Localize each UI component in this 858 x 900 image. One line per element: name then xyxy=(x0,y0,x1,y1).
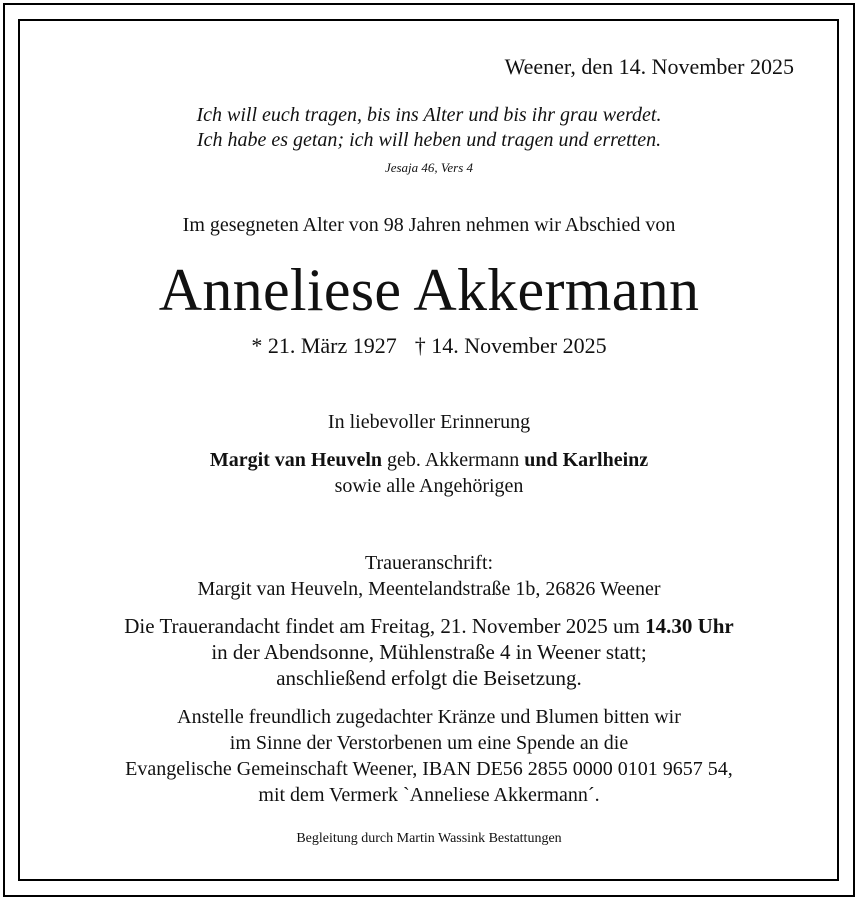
mourner-name-1: Margit van Heuveln xyxy=(209,449,383,471)
address-label: Traueranschrift: xyxy=(364,552,494,574)
mourners-line xyxy=(0,449,858,472)
address-line: Margit van Heuveln, Meentelandstraße 1b, 26826 Weener xyxy=(197,578,661,600)
farewell-intro: Im gesegneten Alter von 98 Jahren nehmen wir Abschied von xyxy=(182,214,676,236)
mourner-name-1-suffix: geb. Akkermann xyxy=(382,449,525,471)
donation-line-4: mit dem Vermerk `Anneliese Akkermann´. xyxy=(258,784,600,806)
service-prefix: Die Trauerandacht findet am Freitag, 21. November 2025 um xyxy=(124,614,646,638)
birth-date: * 21. März 1927 xyxy=(251,333,397,358)
verse-reference: Jesaja 46, Vers 4 xyxy=(384,160,474,175)
service-time: 14.30 Uhr xyxy=(645,614,734,638)
other-relatives: sowie alle Angehörigen xyxy=(334,475,524,497)
service-line-3: anschließend erfolgt die Beisetzung. xyxy=(276,666,582,690)
service-line-1 xyxy=(0,614,858,639)
donation-line-1: Anstelle freundlich zugedachter Kränze und Blumen bitten wir xyxy=(177,706,681,728)
verse-line-2: Ich habe es getan; ich will heben und tragen und erretten. xyxy=(196,129,662,151)
death-date: † 14. November 2025 xyxy=(414,333,607,358)
verse-line-1: Ich will euch tragen, bis ins Alter und bis ihr grau werdet. xyxy=(196,104,662,126)
service-line-2: in der Abendsonne, Mühlenstraße 4 in Weener statt; xyxy=(211,640,647,664)
place-date: Weener, den 14. November 2025 xyxy=(504,54,794,79)
mourner-name-2: und Karlheinz xyxy=(524,449,649,471)
undertaker-credit: Begleitung durch Martin Wassink Bestattungen xyxy=(296,831,562,846)
deceased-name: Anneliese Akkermann xyxy=(158,257,700,323)
memory-intro: In liebevoller Erinnerung xyxy=(327,411,531,433)
life-dates xyxy=(0,333,858,359)
donation-line-3: Evangelische Gemeinschaft Weener, IBAN DE56 2855 0000 0101 9657 54, xyxy=(125,758,733,780)
donation-line-2: im Sinne der Verstorbenen um eine Spende an die xyxy=(229,732,629,754)
